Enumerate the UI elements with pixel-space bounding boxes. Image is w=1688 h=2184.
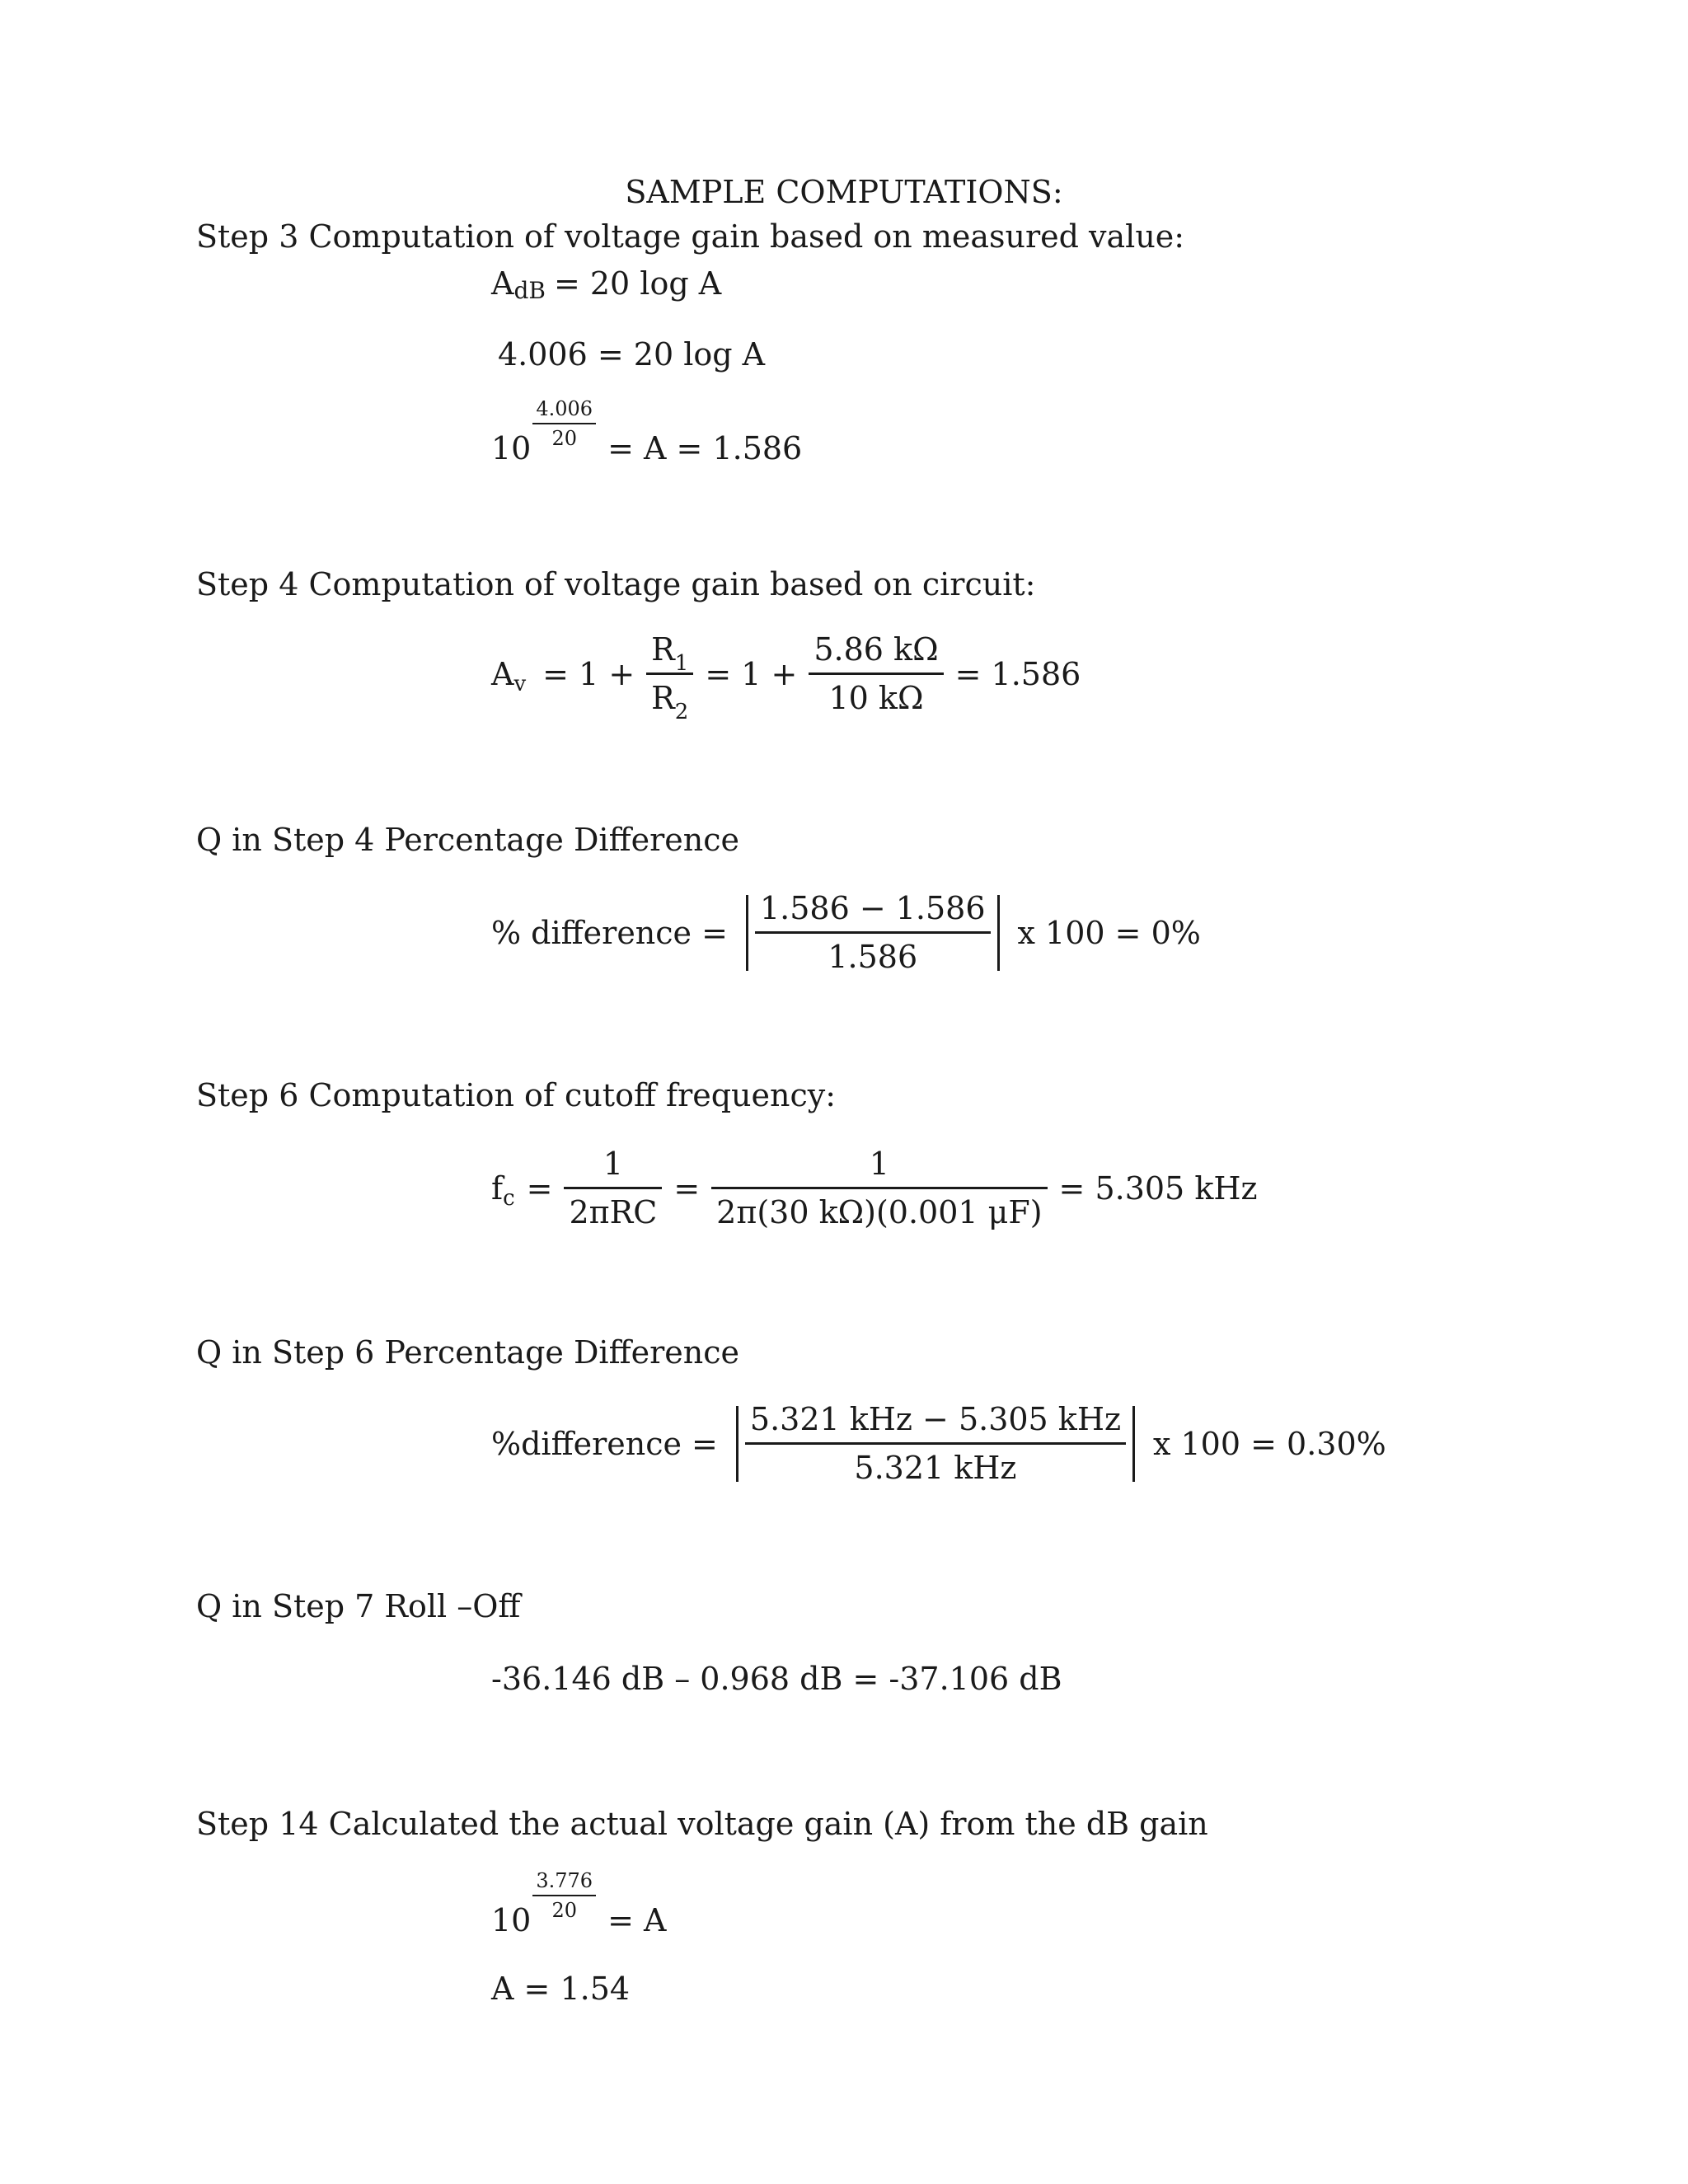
step6-eq2: = <box>673 1169 701 1207</box>
step4-fraction-values <box>809 631 943 716</box>
step6-num1: 1 <box>603 1146 623 1182</box>
step6-num2: 1 <box>869 1146 889 1182</box>
step4-result: = 1.586 <box>954 655 1081 692</box>
q4-den: 1.586 <box>828 939 918 975</box>
q4-heading: Q in Step 4 Percentage Difference <box>196 822 739 858</box>
step6-lhs: f <box>491 1169 504 1207</box>
step6-fraction-2 <box>711 1146 1047 1230</box>
step14-rhs: = A <box>607 1902 667 1938</box>
step4-num2: 5.86 kΩ <box>814 631 939 668</box>
step3-eq1-lhs: A <box>491 265 514 302</box>
step3-eq3-rhs: = A = 1.586 <box>607 430 803 466</box>
step3-eq1-rhs: = 20 log A <box>553 265 722 302</box>
q6-num: 5.321 kHz − 5.305 kHz <box>749 1401 1121 1437</box>
step6-heading: Step 6 Computation of cutoff frequency: <box>196 1077 837 1113</box>
q4-num: 1.586 − 1.586 <box>759 890 986 926</box>
step4-r1-sub: 1 <box>674 651 689 676</box>
step6-result: = 5.305 kHz <box>1058 1169 1258 1207</box>
q7-heading: Q in Step 7 Roll –Off <box>196 1588 521 1624</box>
step14-exp-num: 3.776 <box>536 1869 593 1892</box>
q6-absolute-value <box>729 1401 1142 1486</box>
step6-eq1: = <box>526 1169 553 1207</box>
q6-den: 5.321 kHz <box>854 1450 1017 1486</box>
step4-eq-one-plus-2: = 1 + <box>705 655 798 692</box>
step4-lhs: A <box>491 655 514 692</box>
step4-lhs-sub: v <box>513 671 527 696</box>
step6-fraction-1 <box>564 1146 662 1230</box>
page-title: SAMPLE COMPUTATIONS: <box>625 174 1063 210</box>
step6-den1: 2πRC <box>569 1194 658 1230</box>
q4-result: x 100 = 0% <box>1017 914 1201 951</box>
step4-heading: Step 4 Computation of voltage gain based on circuit: <box>196 566 1036 602</box>
step3-eq1 <box>491 265 721 302</box>
step3-eq1-sub: dB <box>513 276 546 304</box>
q4-absolute-value <box>739 890 1006 975</box>
step4-equation <box>491 631 1092 724</box>
step4-r2: R <box>651 680 675 716</box>
q6-equation <box>491 1401 1398 1486</box>
step14-heading: Step 14 Calculated the actual voltage gain (A) from the dB gain <box>196 1806 1208 1842</box>
step3-eq3-exp-den: 20 <box>551 427 577 450</box>
step6-equation <box>491 1146 1269 1230</box>
step4-eq-one-plus: = 1 + <box>542 655 635 692</box>
step4-r1: R <box>651 631 675 668</box>
step14-result: A = 1.54 <box>491 1971 631 2007</box>
step4-r2-sub: 2 <box>674 700 689 724</box>
step6-lhs-sub: c <box>503 1185 515 1211</box>
step14-base: 10 <box>491 1902 532 1938</box>
step3-eq3-exponent <box>532 397 596 450</box>
q4-equation <box>491 890 1212 975</box>
q4-label: % difference = <box>491 914 728 951</box>
step3-eq3-base: 10 <box>491 430 532 466</box>
step3-eq2: 4.006 = 20 log A <box>498 336 766 373</box>
step4-den2: 10 kΩ <box>828 680 924 716</box>
q6-heading: Q in Step 6 Percentage Difference <box>196 1334 739 1371</box>
step3-eq3-exp-num: 4.006 <box>536 397 593 420</box>
q6-label: %difference = <box>491 1425 718 1462</box>
step14-eq1 <box>491 1869 667 1947</box>
step3-heading: Step 3 Computation of voltage gain based on measured value: <box>196 218 1185 255</box>
step6-den2: 2π(30 kΩ)(0.001 μF) <box>716 1194 1043 1230</box>
step3-eq3 <box>491 397 803 475</box>
step4-fraction-r <box>646 631 693 724</box>
q6-result: x 100 = 0.30% <box>1153 1425 1386 1462</box>
step14-exponent <box>532 1869 596 1922</box>
step14-exp-den: 20 <box>551 1899 577 1922</box>
q7-equation: -36.146 dB – 0.968 dB = -37.106 dB <box>491 1661 1062 1697</box>
